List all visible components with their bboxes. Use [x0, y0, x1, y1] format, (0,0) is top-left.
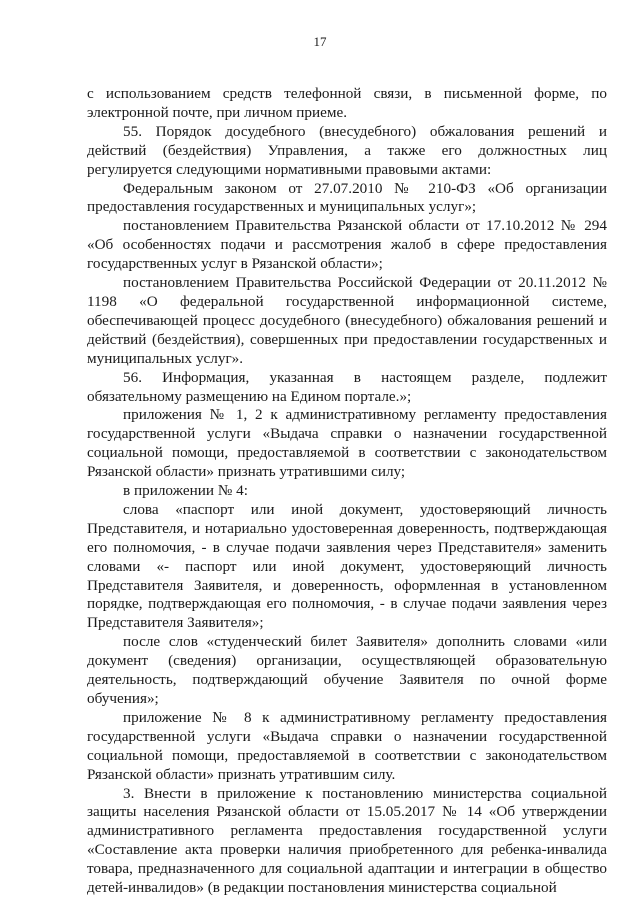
paragraph-words-replace: слова «паспорт или иной документ, удостоверяющий личность Представителя, и нотариально удостоверенная доверенность, подтверждающая его полномочия, - в случае подачи заявления через Представителя» заменить словами «- паспорт или иной документ, удостоверяющий личность Представителя Заявителя, и доверенность, оформленная в установленном порядке, подтверждающая его полномочия, - в случае подачи заявления через Представителя Заявителя»;	[87, 500, 607, 632]
page-number: 17	[313, 34, 327, 49]
paragraph-item-3: 3. Внести в приложение к постановлению министерства социальной защиты населения Рязанской области от 15.05.2017 № 14 «Об утверждении административного регламента предоставления государственной услуги «Составление акта проверки наличия приобретенного для ребенка-инвалида товара, предназначенного для социальной адаптации и интеграции в общество детей-инвалидов» (в редакции постановления министерства социальной	[87, 784, 607, 897]
paragraph-ryazan-resolution: постановлением Правительства Рязанской области от 17.10.2012 № 294 «Об особенностях подачи и рассмотрения жалоб в сфере предоставления государственных услуг в Рязанской области»;	[87, 217, 607, 273]
document-body	[87, 85, 607, 898]
paragraph-federal-law: Федеральным законом от 27.07.2010 № 210-ФЗ «Об организации предоставления государственных и муниципальных услуг»;	[87, 179, 607, 216]
paragraph-item-56: 56. Информация, указанная в настоящем разделе, подлежит обязательному размещению на Едином портале.»;	[87, 368, 607, 405]
paragraph-continuation: с использованием средств телефонной связи, в письменной форме, по электронной почте, при личном приеме.	[87, 85, 607, 121]
paragraph-student-card: после слов «студенческий билет Заявителя» дополнить словами «или документ (сведения) организации, осуществляющей образовательную деятельность, подтверждающий обучение Заявителя по очной форме обучения»;	[87, 633, 607, 707]
paragraph-rf-resolution: постановлением Правительства Российской Федерации от 20.11.2012 № 1198 «О федеральной государственной информационной системе, обеспечивающей процесс досудебного (внесудебного) обжалования решений и действий (бездействия), совершенных при предоставлении государственных и муниципальных услуг».	[87, 274, 607, 367]
paragraph-appendix-8: приложение № 8 к административному регламенту предоставления государственной услуги «Выдача справки о назначении государственной социальной помощи, предоставляемой в соответствии с законодательством Рязанской области» признать утратившим силу.	[87, 708, 607, 783]
paragraph-item-55: 55. Порядок досудебного (внесудебного) обжалования решений и действий (бездействия) Управления, а также его должностных лиц регулируется следующими нормативными правовыми актами:	[87, 122, 607, 178]
paragraph-appendices-1-2: приложения № 1, 2 к административному регламенту предоставления государственной услуги «Выдача справки о назначении государственной социальной помощи, предоставляемой в соответствии с законодательством Рязанской области» признать утратившими силу;	[87, 406, 607, 481]
paragraph-appendix-4: в приложении № 4:	[123, 482, 248, 500]
